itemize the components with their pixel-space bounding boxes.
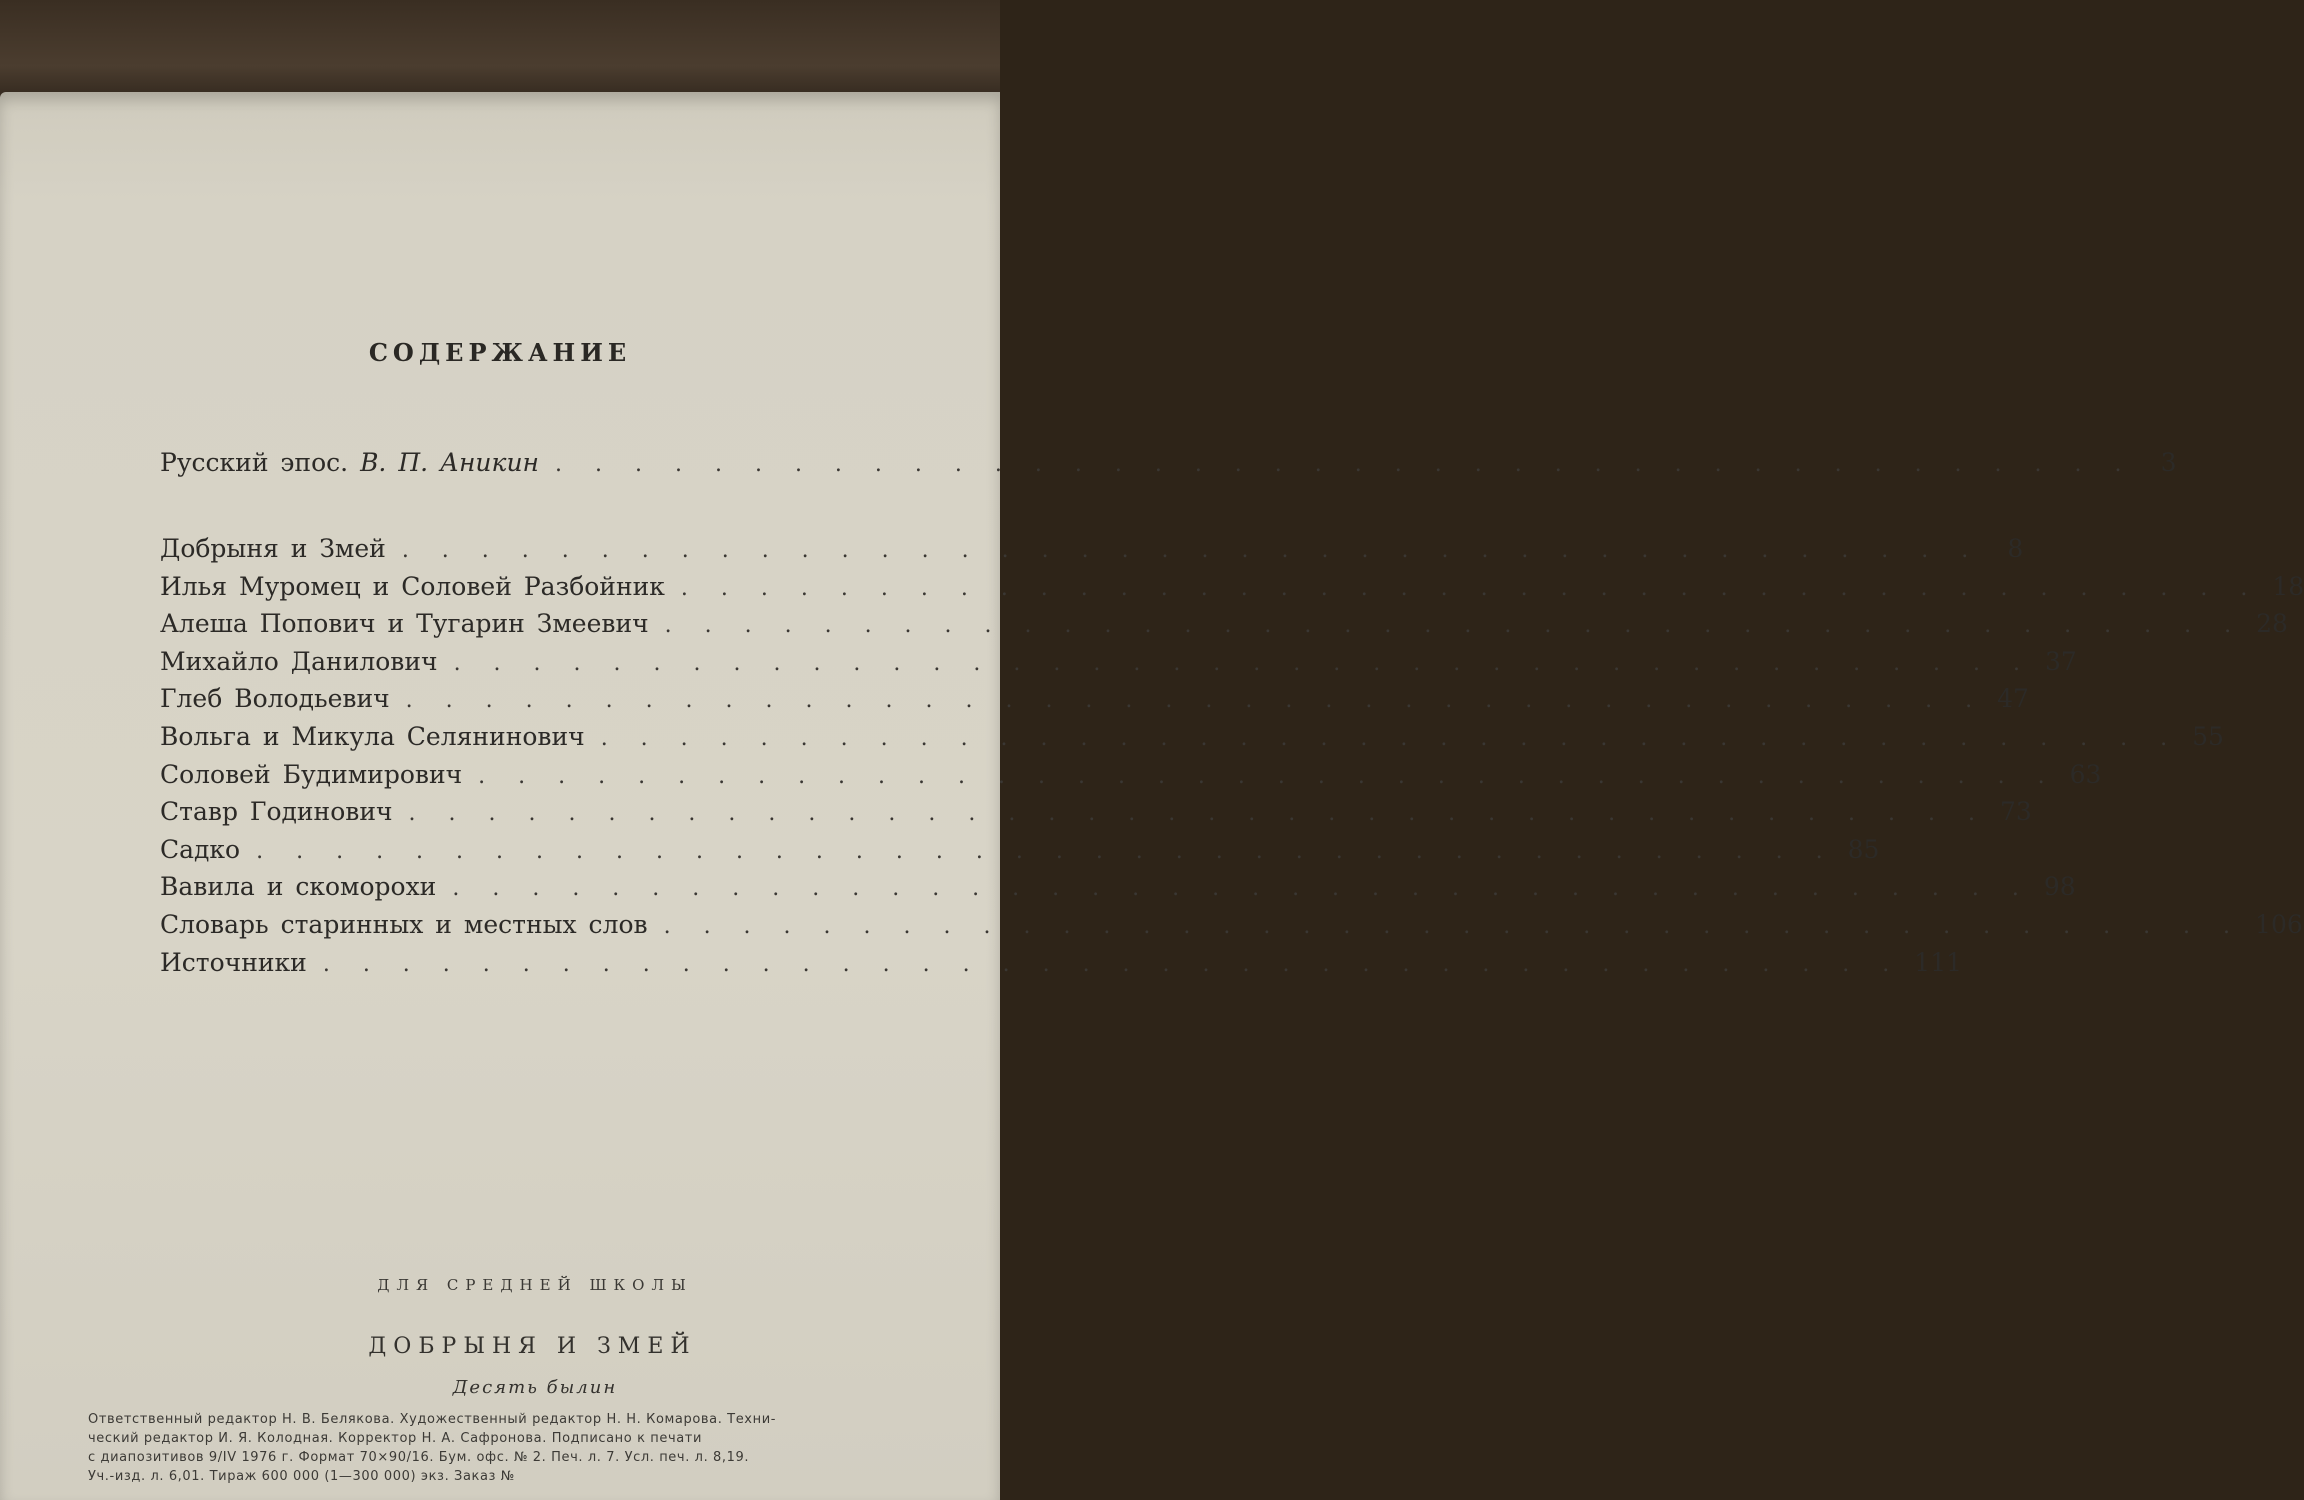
toc-intro-label: Русский эпос. — [160, 448, 349, 477]
leader-dots: . . . . . . . . . . . . . . . . . . . . . . . . . . . . . . . . . . . . . . . . — [401, 538, 1982, 563]
credits-line: с диапозитивов 9/IV 1976 г. Формат 70×90/16. Бум. офс. № 2. Печ. л. 7. Усл. печ. л. 8,19. — [88, 1450, 750, 1465]
leader-dots: . . . . . . . . . . . . . . . . . . . . . . . . . . . . . . . . . . . . . . . . — [256, 839, 1836, 864]
toc-intro-author: В. П. Аникин — [360, 448, 540, 477]
toc-entry-title: Вавила и скоморохи — [160, 872, 437, 901]
toc-entry-title: Садко — [160, 835, 241, 864]
toc-entry-page: 8 — [2007, 534, 2024, 563]
leader-dots: . . . . . . . . . . . . . . . . . . . . . . . . . . . . . . . . . . . . . . . . — [408, 801, 1988, 826]
toc-entry-page: 73 — [2000, 797, 2032, 826]
toc-intro-row — [160, 444, 2177, 482]
leader-dots: . . . . . . . . . . . . . . . . . . . . . . . . . . . . . . . . . . . . . . . . — [663, 914, 2244, 939]
toc-entry — [160, 756, 2102, 794]
toc-entry — [160, 831, 1880, 869]
imprint-subtitle: Десять былин — [452, 1377, 618, 1398]
toc-entry — [160, 643, 2077, 681]
toc-entry — [160, 605, 2288, 643]
toc-entry — [160, 793, 2032, 831]
leader-dots: . . . . . . . . . . . . . . . . . . . . . . . . . . . . . . . . . . . . . . . . — [600, 726, 2181, 751]
toc-entry-title: Михайло Данилович — [160, 647, 438, 676]
toc-entry-title: Глеб Володьевич — [160, 684, 390, 713]
leader-dots: . . . . . . . . . . . . . . . . . . . . . . . . . . . . . . . . . . . . . . . . — [452, 876, 2032, 901]
toc-entry-title: Словарь старинных и местных слов — [160, 910, 648, 939]
leader-dots: . . . . . . . . . . . . . . . . . . . . . . . . . . . . . . . . . . . . . . . . — [555, 452, 2135, 477]
toc-entry-page: 18 — [2272, 572, 2304, 601]
toc-entry-title: Илья Муромец и Соловей Разбойник — [160, 572, 665, 601]
leader-dots: . . . . . . . . . . . . . . . . . . . . . . . . . . . . . . . . . . . . . . . . — [478, 764, 2058, 789]
imprint-series: ДЛЯ СРЕДНЕЙ ШКОЛЫ — [377, 1276, 693, 1294]
toc-entry-page: 55 — [2192, 722, 2224, 751]
credits-line: ческий редактор И. Я. Колодная. Корректор Н. А. Сафронова. Подписано к печати — [88, 1431, 703, 1446]
leader-dots: . . . . . . . . . . . . . . . . . . . . . . . . . . . . . . . . . . . . . . . . — [405, 688, 1986, 713]
leader-dots: . . . . . . . . . . . . . . . . . . . . . . . . . . . . . . . . . . . . . . . . — [680, 576, 2261, 601]
toc-entry-page: 28 — [2256, 609, 2288, 638]
toc-entry — [160, 944, 1963, 982]
leader-dots: . . . . . . . . . . . . . . . . . . . . . . . . . . . . . . . . . . . . . . . . — [322, 952, 1903, 977]
toc-entry-page: 98 — [2043, 872, 2076, 901]
toc-entry-title: Алеша Попович и Тугарин Змеевич — [160, 609, 649, 638]
toc-entry — [160, 868, 2076, 906]
toc-entry — [160, 680, 2029, 718]
toc-entry — [160, 718, 2224, 756]
leader-dots: . . . . . . . . . . . . . . . . . . . . . . . . . . . . . . . . . . . . . . . . — [453, 651, 2034, 676]
toc-entry — [160, 906, 2303, 944]
toc-entry-title: Добрыня и Змей — [160, 534, 386, 563]
toc-entry-page: 37 — [2045, 647, 2077, 676]
toc-entry-page: 47 — [1997, 684, 2029, 713]
toc-entry-page: 106 — [2255, 910, 2303, 939]
toc-entry — [160, 530, 2024, 568]
toc-entry-page: 85 — [1847, 835, 1880, 864]
toc-entry-page: 111 — [1914, 948, 1963, 977]
toc-entry-title: Соловей Будимирович — [160, 760, 463, 789]
credits-line: Уч.-изд. л. 6,01. Тираж 600 000 (1—300 000) экз. Заказ № — [88, 1469, 515, 1484]
toc-intro-page: 3 — [2160, 448, 2177, 477]
toc-entry-title: Ставр Годинович — [160, 797, 393, 826]
toc-entry-page: 63 — [2069, 760, 2102, 789]
imprint-credits — [88, 1410, 988, 1486]
toc-entry — [160, 568, 2304, 606]
leader-dots: . . . . . . . . . . . . . . . . . . . . . . . . . . . . . . . . . . . . . . . . — [664, 613, 2245, 638]
credits-line: Ответственный редактор Н. В. Белякова. Художественный редактор Н. Н. Комарова. Техни- — [88, 1412, 777, 1427]
toc-entry-title: Вольга и Микула Селянинович — [160, 722, 585, 751]
imprint-book-title: ДОБРЫНЯ И ЗМЕЙ — [368, 1334, 697, 1359]
page-title: СОДЕРЖАНИЕ — [368, 338, 632, 367]
toc-entry-title: Источники — [160, 948, 307, 977]
